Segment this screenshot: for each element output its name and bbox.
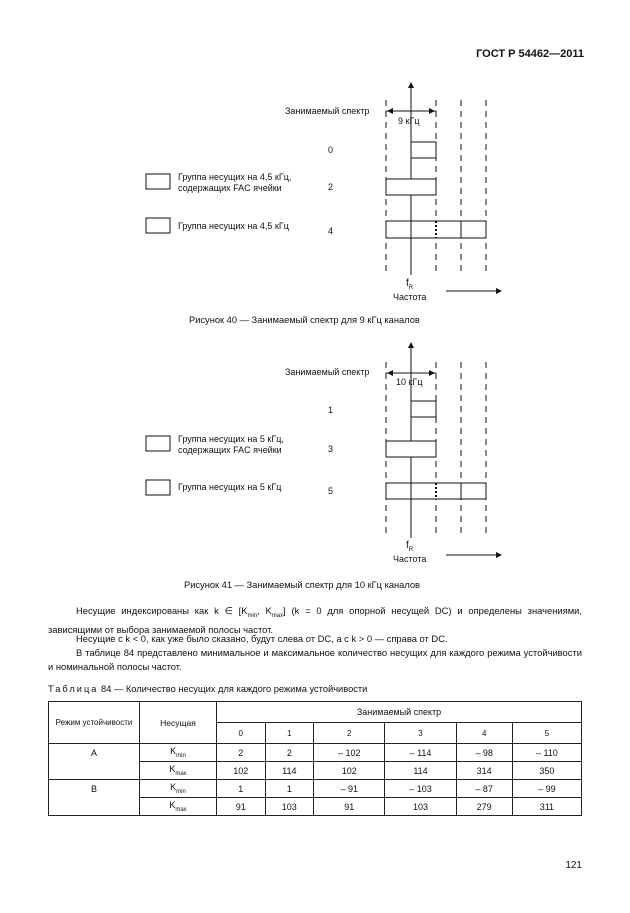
- carrier-cell: $K_{max}$: [140, 762, 217, 780]
- legend-fac-line1: Группа несущих на 5 кГц,: [178, 434, 284, 444]
- value-cell: 114: [265, 762, 314, 780]
- col-spectrum-header: Занимаемый спектр: [217, 702, 582, 723]
- table-caption: Таблица 84 — Количество несущих для каждого режима устойчивости: [48, 684, 368, 694]
- row-label: 4: [328, 226, 334, 236]
- value-cell: 91: [314, 798, 385, 816]
- width-label: 10 кГц: [396, 377, 423, 387]
- mode-cell: A: [49, 744, 140, 780]
- spectrum-col: 0: [217, 723, 266, 744]
- value-cell: – 103: [385, 780, 456, 798]
- value-cell: – 114: [385, 744, 456, 762]
- row-label: 3: [328, 444, 334, 454]
- value-cell: 1: [265, 780, 314, 798]
- freq-label: Частота: [393, 554, 427, 564]
- legend-group: Группа несущих на 4,5 кГц: [178, 221, 289, 231]
- value-cell: – 91: [314, 780, 385, 798]
- table-row: [49, 744, 582, 762]
- row-label: 0: [328, 145, 334, 155]
- figure-41-diagram: [0, 340, 630, 600]
- spectrum-col: 5: [512, 723, 581, 744]
- spectrum-label: Занимаемый спектр: [285, 367, 370, 377]
- carriers-table: [48, 701, 582, 816]
- value-cell: 114: [385, 762, 456, 780]
- legend-group: Группа несущих на 5 кГц: [178, 482, 282, 492]
- document-header: ГОСТ Р 54462—2011: [476, 48, 584, 60]
- spectrum-label: Занимаемый спектр: [285, 106, 370, 116]
- col-carrier-header: Несущая: [140, 702, 217, 744]
- paragraph-indexing: Несущие индексированы как k ∈ [$K_{min}$, $K_{max}$] (k = 0 для опорной несущей DC) и определены значениями, зависящими от выбора занимаемой полосы частот.: [48, 605, 583, 635]
- legend-fac-line1: Группа несущих на 4,5 кГц,: [178, 172, 292, 182]
- figure-caption: Рисунок 41 — Занимаемый спектр для 10 кГц каналов: [184, 580, 420, 590]
- carrier-cell: $K_{max}$: [140, 798, 217, 816]
- value-cell: 102: [314, 762, 385, 780]
- value-cell: 2: [217, 744, 266, 762]
- legend-fac-line2: содержащих FAC ячейки: [178, 183, 282, 193]
- page-number: 121: [565, 860, 582, 871]
- value-cell: – 99: [512, 780, 581, 798]
- carrier-cell: $K_{min}$: [140, 744, 217, 762]
- value-cell: 279: [456, 798, 512, 816]
- value-cell: 1: [217, 780, 266, 798]
- col-mode-header: Режим устойчивости: [49, 702, 140, 744]
- paragraph-position: Несущие с k < 0, как уже было сказано, будут слева от DC, а с k > 0 — справа от DC.: [76, 633, 448, 644]
- freq-label: Частота: [393, 292, 427, 302]
- value-cell: – 102: [314, 744, 385, 762]
- table-row: [49, 780, 582, 798]
- fr-label: $f_R$: [406, 278, 414, 291]
- value-cell: 102: [217, 762, 266, 780]
- value-cell: – 87: [456, 780, 512, 798]
- spectrum-col: 4: [456, 723, 512, 744]
- row-label: 5: [328, 486, 334, 496]
- value-cell: 314: [456, 762, 512, 780]
- spectrum-col: 3: [385, 723, 456, 744]
- value-cell: 2: [265, 744, 314, 762]
- row-label: 2: [328, 182, 334, 192]
- paragraph-table-intro: В таблице 84 представлено минимальное и максимальное количество несущих для каждого режима устойчивости и номинальной полосы частот.: [48, 647, 582, 672]
- carrier-cell: $K_{min}$: [140, 780, 217, 798]
- mode-cell: B: [49, 780, 140, 816]
- row-label: 1: [328, 405, 334, 415]
- width-label: 9 кГц: [398, 116, 420, 126]
- figure-40-diagram: [0, 0, 630, 330]
- fr-label: $f_R$: [406, 540, 414, 553]
- value-cell: – 98: [456, 744, 512, 762]
- value-cell: 103: [385, 798, 456, 816]
- spectrum-col: 2: [314, 723, 385, 744]
- value-cell: 91: [217, 798, 266, 816]
- legend-fac-line2: содержащих FAC ячейки: [178, 445, 282, 455]
- value-cell: 350: [512, 762, 581, 780]
- value-cell: 311: [512, 798, 581, 816]
- value-cell: – 110: [512, 744, 581, 762]
- figure-caption: Рисунок 40 — Занимаемый спектр для 9 кГц каналов: [189, 315, 420, 325]
- spectrum-col: 1: [265, 723, 314, 744]
- value-cell: 103: [265, 798, 314, 816]
